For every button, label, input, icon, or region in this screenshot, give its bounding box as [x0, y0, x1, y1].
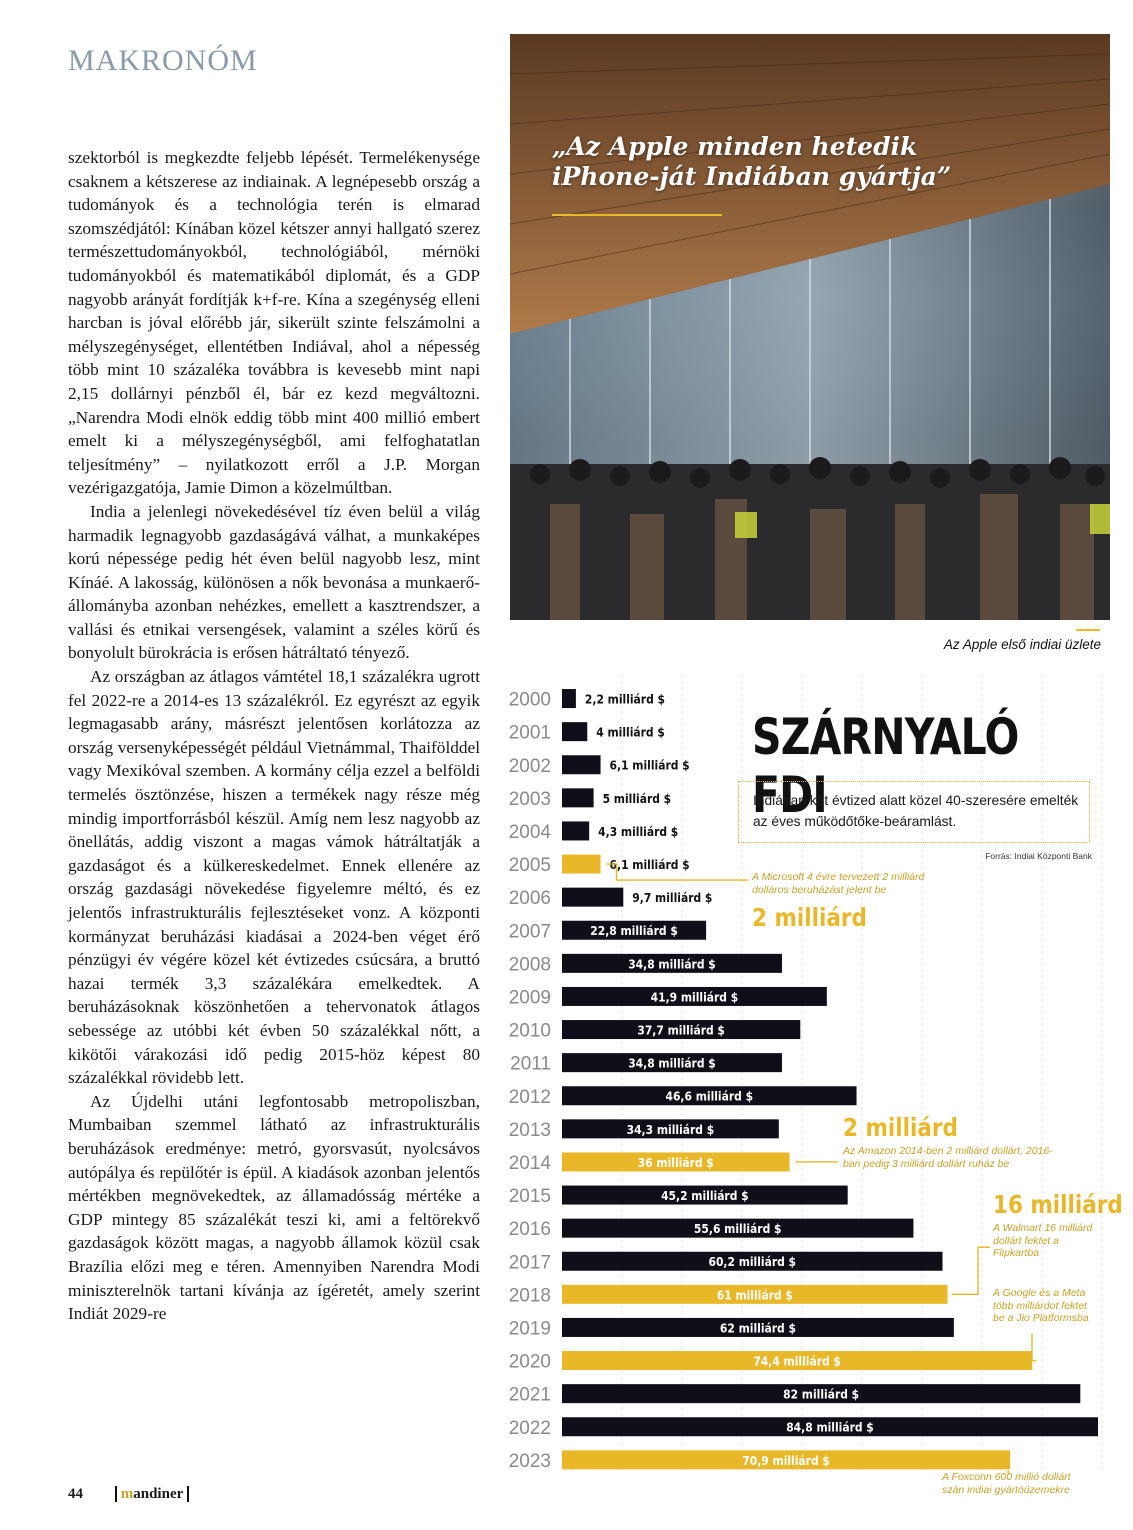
bar-value-label: 62 milliárd $	[719, 1320, 796, 1336]
bar-value-label: 6,1 milliárd $	[609, 857, 690, 873]
page-number: 44	[68, 1486, 83, 1502]
bar-value-label: 74,4 milliárd $	[753, 1353, 841, 1369]
annotation-connector	[952, 1247, 990, 1294]
bar-value-label: 82 milliárd $	[783, 1386, 860, 1402]
bar	[562, 821, 589, 840]
article-paragraph: India a jelenlegi növekedésével tíz éven belül a világ harmadik legnagyobb gazdaságává válhat, a munkaképes korú népessége pedig hét éven belül nagyobb lesz, mint Kínáé. A lakosság, különösen a nők bevonása a munkaerő-állományba azonban nehézkes, emellett a kasztrendszer, a vallási és etnikai versengések, valamint a széles körű és bonyolult bürokrácia is erősen hátráltató tényező.	[68, 501, 480, 663]
bar-value-label: 22,8 milliárd $	[590, 923, 678, 939]
bar-value-label: 37,7 milliárd $	[637, 1022, 725, 1038]
bar	[562, 722, 587, 741]
bar-value-label: 60,2 milliárd $	[708, 1254, 797, 1270]
year-label: 2023	[508, 1450, 551, 1472]
year-label: 2019	[508, 1318, 551, 1340]
pull-quote: „Az Apple minden hetedik iPhone-ját Indiában gyártja”	[552, 132, 952, 191]
article-paragraph: Az országban az átlagos vámtétel 18,1 százalékra ugrott fel 2022-re a 2014-es 13 százalékról. Ez egyrészt az egyik legmagasabb arány, másrészt jelentősen korlátozza az ország versenyképességét például Vietnámmal, Thaifölddel vagy Mexikóval szemben. A kormány célja ezzel a belföldi termelés ösztönzése, hiszen a termékek nagy része még mindig importforrásból készül. Amíg nem lesz nagyobb az önellátás, addig viszont a magas vámok hátráltatják a gazdaságot és a külkereskedelmet. Ennek ellenére az ország gazdasági növekedése figyelemre méltó, és ez jelentős infrastrukturális fejlesztéseket vonz. A központi kormányzat beruházási kiadásai a 2024-ben véget érő pénzügyi év végére közel két évtizedes csúcsára, a bruttó hazai termék 3,3 százalékára emelkedtek. A beruházásoknak köszönhetően a tehervonatok átlagos sebessége az utóbbi két évben 50 százalékkal nőtt, a kikötői várakozási idő pedig 2015-höz képest 80 százalékkal rövidebb lett.	[68, 667, 480, 1088]
bar-value-label: 4,3 milliárd $	[598, 824, 679, 840]
bar-value-label: 34,8 milliárd $	[628, 956, 716, 972]
article-body	[68, 146, 480, 1326]
year-label: 2009	[508, 987, 551, 1009]
year-label: 2001	[508, 722, 551, 744]
year-label: 2005	[508, 855, 551, 877]
article-paragraph: Az Újdelhi utáni legfontosabb metropoliszban, Mumbaiban szemmel látható az infrastrukturális beruházások eredménye: metró, gyorsvasút, nyolcsávos autópálya és repülőtér is épül. A kiadások azonban jelentős mértékben megnövekedtek, az államadósság mértéke a GDP mintegy 85 százalékát teszi ki, ami a feltörekvő gazdaságok között magas, a nagyobb államok közül csak Brazília előzi meg e téren. Amennyiben Narendra Modi miniszterelnök tartani kívánja az ígéretét, amely szerint Indiát 2029-re	[68, 1091, 480, 1324]
bar	[562, 755, 601, 774]
year-label: 2004	[508, 821, 551, 843]
publication-logo: mandiner	[115, 1486, 190, 1502]
annotation-big: 2 milliárd	[843, 1113, 958, 1142]
bar-value-label: 34,3 milliárd $	[626, 1122, 715, 1138]
page-footer	[68, 1486, 189, 1503]
bar	[562, 855, 601, 874]
chart-source: Forrás: Indiai Központi Bank	[985, 851, 1092, 861]
bar-value-label: 4 milliárd $	[596, 724, 665, 740]
bar	[562, 888, 623, 907]
year-label: 2018	[508, 1285, 551, 1307]
year-label: 2012	[508, 1086, 551, 1108]
year-label: 2016	[508, 1219, 551, 1241]
bar-value-label: 41,9 milliárd $	[650, 989, 739, 1005]
year-label: 2007	[508, 921, 551, 943]
bar-value-label: 46,6 milliárd $	[665, 1088, 754, 1104]
section-title: MAKRONÓM	[68, 44, 258, 77]
annotation-connector	[1032, 1333, 1036, 1360]
bar	[562, 788, 594, 807]
annotation-big: 2 milliárd	[752, 903, 867, 932]
year-label: 2014	[508, 1152, 551, 1174]
chart-title: SZÁRNYALÓ FDI	[752, 708, 1019, 824]
quote-divider	[552, 214, 722, 216]
year-label: 2013	[508, 1119, 551, 1141]
chart-subtitle: Indiában két évtized alatt közel 40-szeresére emelték az éves működőtőke-beáramlást.	[738, 781, 1090, 843]
bar-value-label: 45,2 milliárd $	[661, 1188, 749, 1204]
year-label: 2021	[508, 1384, 551, 1406]
year-label: 2020	[508, 1351, 551, 1373]
year-label: 2006	[508, 888, 551, 910]
bar-value-label: 84,8 milliárd $	[786, 1419, 874, 1435]
annotation-text: A Walmart 16 milliárd dollárt fektet a Flipkartba	[993, 1222, 1093, 1259]
bar-value-label: 5 milliárd $	[602, 791, 672, 807]
article-paragraph: szektorból is megkezdte feljebb lépését. Termelékenysége csaknem a kétszerese az indiainak. A legnépesebb ország a tudományok és a technológia terén is elmarad szomszédjától: Kínában közel kétszer annyi hallgató szerez természettudományokból, technológiából, mérnöki tudományokból és matematikából diplomát, és a GDP nagyobb arányát fordítják k+f-re. Kína a szegénység elleni harcban is jóval előrébb jár, sikerült szinte felszámolni a mélyszegénységet, ellentétben Indiával, ahol a népesség több mint 10 százaléka továbbra is kevesebb mint napi 2,15 dollárnyi pénzből él, bár ez kezd megváltozni. „Narendra Modi elnök eddig több mint 400 millió embert emelt ki a mélyszegénységből, ami felfoghatatlan teljesítmény” – nyilatkozott erről a J.P. Morgan vezérigazgatója, Jamie Dimon a közelmúltban.	[68, 148, 480, 498]
photo-caption: Az Apple első indiai üzlete	[943, 637, 1101, 652]
bar-value-label: 6,1 milliárd $	[609, 757, 690, 773]
photo-crowd	[510, 34, 1110, 620]
bar-value-label: 36 milliárd $	[637, 1155, 714, 1171]
annotation-text: A Google és a Meta több milliárdot fektet be a Jio Platformsba	[993, 1287, 1089, 1324]
year-label: 2000	[508, 689, 551, 711]
year-label: 2002	[508, 755, 551, 777]
annotation-big: 16 milliárd	[993, 1190, 1123, 1219]
year-label: 2015	[508, 1186, 551, 1208]
caption-divider	[1076, 629, 1100, 631]
bar-value-label: 61 milliárd $	[716, 1287, 793, 1303]
bar-value-label: 55,6 milliárd $	[693, 1221, 782, 1237]
year-label: 2008	[508, 954, 551, 976]
annotation-text: Az Amazon 2014-ben 2 milliárd dollárt, 2016-ban pedig 3 milliárd dollárt ruház be	[843, 1145, 1053, 1170]
year-label: 2010	[508, 1020, 551, 1042]
apple-store-photo	[510, 34, 1110, 620]
bar-value-label: 34,8 milliárd $	[628, 1055, 716, 1071]
annotation-text: A Microsoft 4 évre tervezett 2 milliárd dolláros beruházást jelent be	[752, 871, 925, 896]
bar-value-label: 9,7 milliárd $	[632, 890, 713, 906]
bar	[562, 689, 576, 708]
annotation-text: A Foxconn 600 millió dollárt szán indiai gyártóüzemekre	[942, 1471, 1071, 1496]
bar-value-label: 70,9 milliárd $	[742, 1453, 830, 1469]
bar-value-label: 2,2 milliárd $	[584, 691, 666, 707]
year-label: 2011	[510, 1053, 551, 1075]
year-label: 2017	[508, 1252, 551, 1274]
year-label: 2022	[508, 1417, 551, 1439]
year-label: 2003	[508, 788, 551, 810]
